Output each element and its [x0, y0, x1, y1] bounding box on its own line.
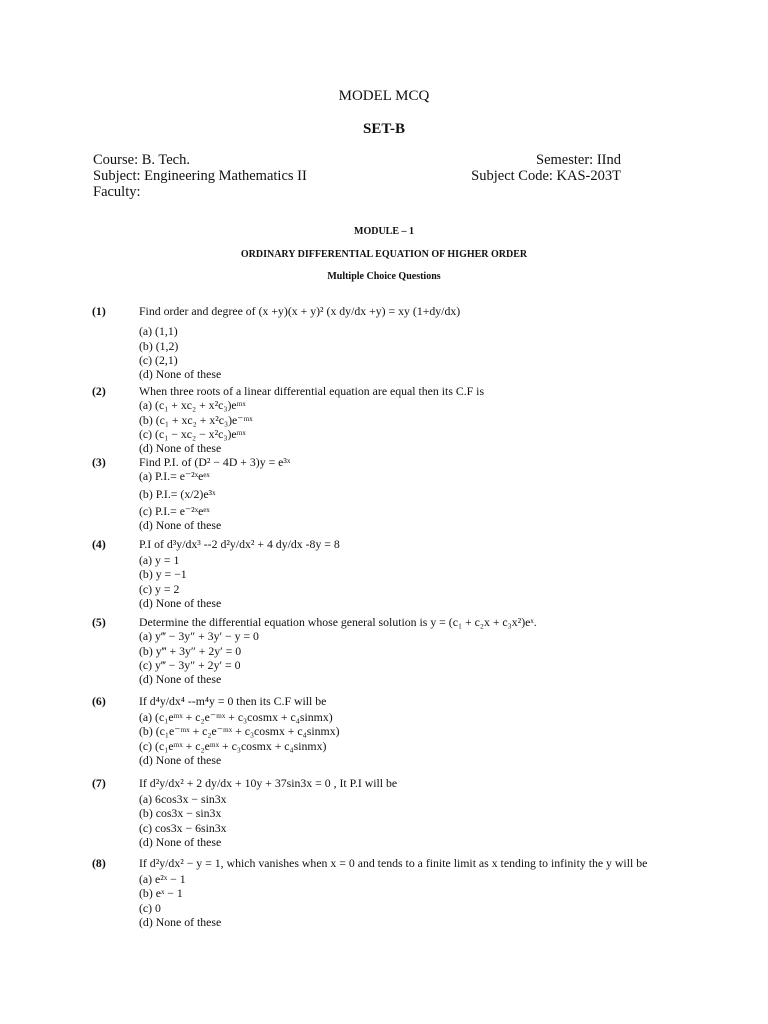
option: (a) y = 1 [139, 553, 180, 567]
semester-info [471, 152, 621, 184]
option: (c) (c₁ − xc₂ − x²c₃)eᵐˣ [139, 426, 246, 441]
option: (a) (c₁eᵐˣ + c₂e⁻ᵐˣ + c₃cosmx + c₄sinmx) [139, 710, 333, 724]
semester: Semester: IInd [536, 152, 621, 168]
option: (a) (1,1) [139, 324, 178, 339]
question-number: (4) [92, 537, 106, 551]
option: (a) 6cos3x − sin3x [139, 792, 227, 806]
option: (b) y = −1 [139, 567, 187, 582]
option: (d) None of these [139, 834, 222, 849]
option: (d) None of these [139, 752, 222, 767]
module-heading: MODULE – 1 [354, 226, 414, 237]
question-5 [92, 615, 732, 692]
option: (d) None of these [139, 672, 222, 687]
question-list [92, 303, 732, 929]
question-text: If d²y/dx² − y = 1, which vanishes when x = 0 and tends to a finite limit as x tending to infinity the y will be [139, 856, 648, 870]
question-1 [92, 304, 732, 384]
question-number: (8) [92, 856, 106, 870]
set-label: SET-B [363, 121, 405, 137]
option: (b) P.I.= (x/2)e³ˣ [139, 486, 216, 501]
option: (c) y = 2 [139, 581, 180, 596]
option: (c) (2,1) [139, 352, 178, 367]
option: (a) e²ˣ − 1 [139, 872, 186, 886]
question-8 [92, 854, 732, 929]
subject: Subject: Engineering Mathematics II [93, 168, 307, 184]
subject-code: Subject Code: KAS-203T [471, 168, 621, 184]
option: (c) cos3x − 6sin3x [139, 820, 227, 835]
course: Course: B. Tech. [93, 152, 190, 168]
doc-title: MODEL MCQ [338, 88, 430, 104]
question-text: If d⁴y/dx⁴ --m⁴y = 0 then its C.F will be [139, 694, 327, 708]
question-text: Find P.I. of (D² − 4D + 3)y = e³ˣ [139, 455, 291, 469]
question-text: If d²y/dx² + 2 dy/dx + 10y + 37sin3x = 0 , It P.I will be [139, 776, 398, 790]
question-number: (1) [92, 304, 106, 318]
question-number: (3) [92, 455, 106, 469]
topic-heading: ORDINARY DIFFERENTIAL EQUATION OF HIGHER ORDER [240, 249, 528, 260]
question-number: (5) [92, 615, 106, 629]
question-text: Find order and degree of (x +y)(x + y)² (x dy/dx +y) = xy (1+dy/dx) [139, 304, 461, 318]
question-number: (6) [92, 694, 106, 708]
question-number: (7) [92, 776, 106, 790]
question-2 [92, 384, 732, 455]
option: (d) None of these [139, 914, 222, 929]
question-6 [92, 692, 732, 774]
course-info [93, 152, 307, 200]
question-3 [92, 455, 732, 535]
option: (c) (c₁eᵐˣ + c₂eᵐˣ + c₃cosmx + c₄sinmx) [139, 738, 327, 753]
section-heading: Multiple Choice Questions [327, 271, 441, 282]
option: (b) (1,2) [139, 338, 179, 353]
option: (b) (c₁e⁻ᵐˣ + c₂e⁻ᵐˣ + c₃cosmx + c₄sinmx) [139, 724, 340, 739]
option: (d) None of these [139, 441, 222, 456]
option: (a) (c₁ + xc₂ + x²c₃)eᵐˣ [139, 398, 246, 413]
option: (b) y‴ + 3y″ + 2y′ = 0 [139, 643, 242, 658]
option: (a) y‴ − 3y″ + 3y′ − y = 0 [139, 629, 259, 644]
question-4 [92, 535, 732, 615]
option: (d) None of these [139, 517, 222, 532]
option: (d) None of these [139, 367, 222, 382]
option: (a) P.I.= e⁻²ˣeᵉˣ [139, 469, 210, 484]
question-text: Determine the differential equation whose general solution is y = (c₁ + c₂x + c₃x²)eˣ. [139, 615, 537, 629]
question-text: When three roots of a linear differential equation are equal then its C.F is [139, 384, 485, 398]
question-number: (2) [92, 384, 106, 398]
option: (b) (c₁ + xc₂ + x²c₃)e⁻ᵐˣ [139, 412, 253, 427]
option: (c) 0 [139, 900, 161, 915]
faculty: Faculty: [93, 184, 141, 200]
question-text: P.I of d³y/dx³ --2 d²y/dx² + 4 dy/dx -8y = 8 [139, 537, 340, 551]
option: (d) None of these [139, 595, 222, 610]
option: (c) P.I.= e⁻²ˣeᵉˣ [139, 503, 210, 518]
option: (c) y‴ − 3y″ + 2y′ = 0 [139, 657, 241, 672]
option: (b) eˣ − 1 [139, 886, 183, 901]
question-7 [92, 774, 732, 854]
option: (b) cos3x − sin3x [139, 806, 222, 821]
